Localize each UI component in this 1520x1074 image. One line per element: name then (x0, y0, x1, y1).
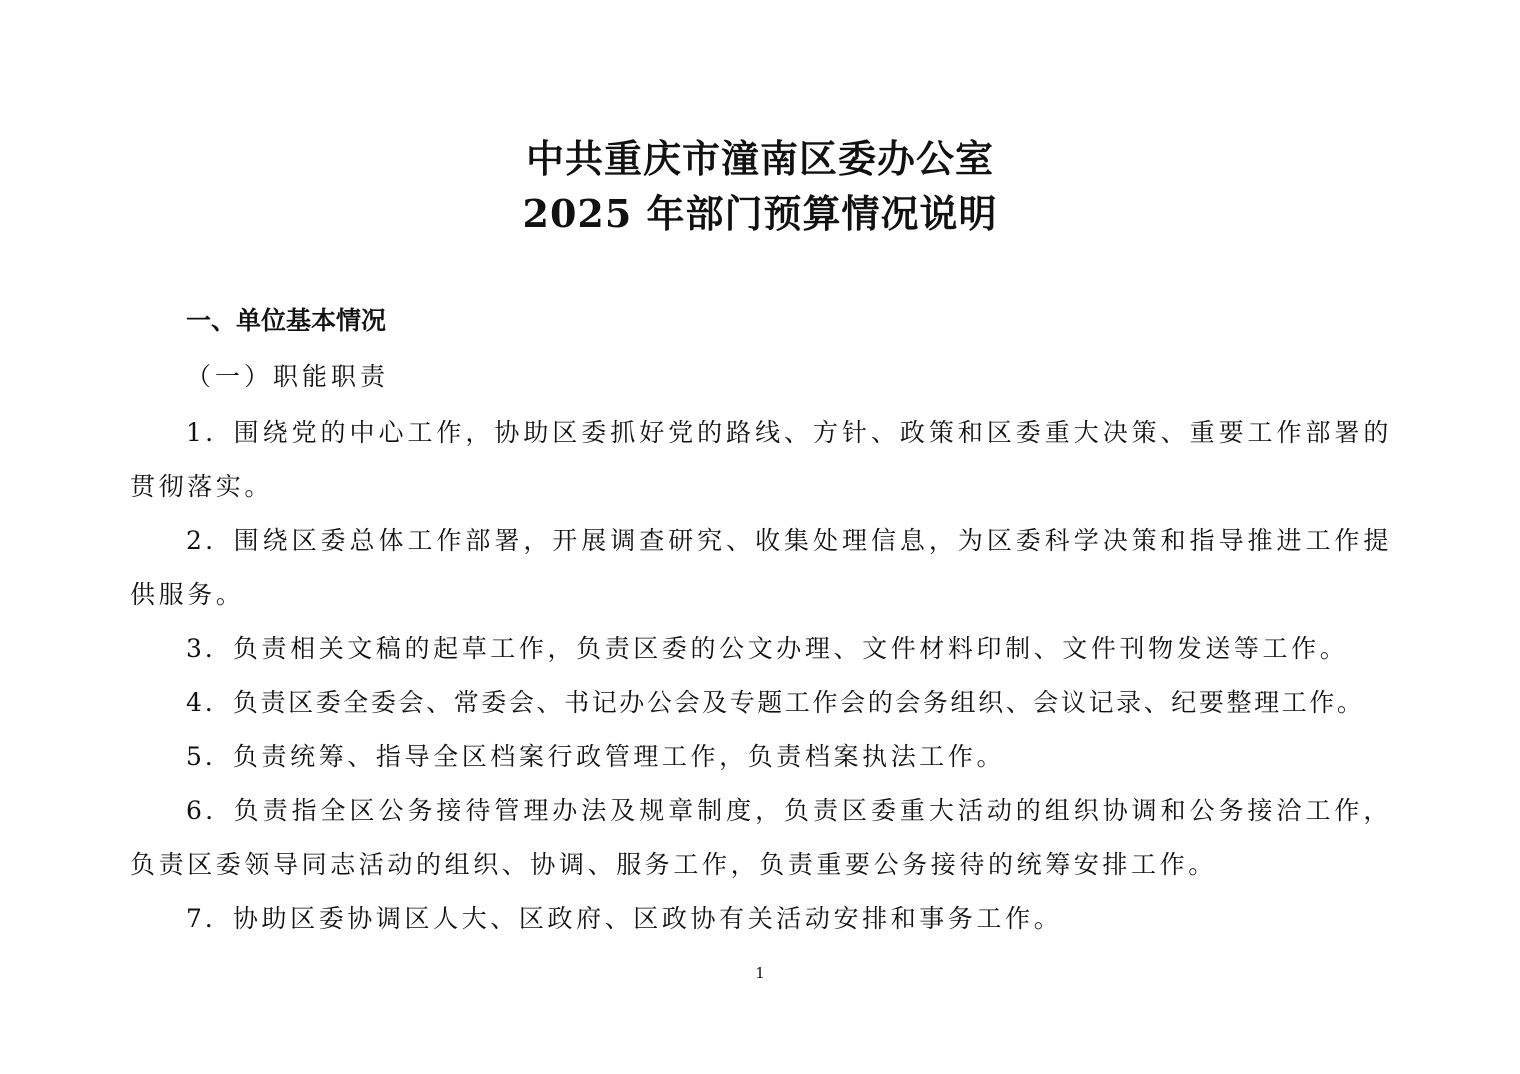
item-number: 6． (186, 796, 234, 825)
item-number: 2． (186, 526, 234, 555)
duty-item-3 (130, 622, 1392, 676)
page-number: 1 (755, 964, 765, 982)
duty-item-6 (130, 784, 1392, 892)
item-number: 7． (186, 904, 233, 933)
section-heading: 一、单位基本情况 (186, 306, 387, 335)
item-text: 负责相关文稿的起草工作，负责区委的公文办理、文件材料印制、文件刊物发送等工作。 (232, 634, 1349, 663)
item-text: 负责区委全委会、常委会、书记办公会及专题工作会的会务组织、会议记录、纪要整理工作。 (232, 688, 1365, 717)
duty-item-7 (130, 892, 1392, 946)
document-title-line-2: 2025 年部门预算情况说明 (522, 191, 998, 236)
item-text: 负责统筹、指导全区档案行政管理工作，负责档案执法工作。 (232, 742, 1006, 771)
duty-item-4 (130, 676, 1392, 730)
duty-item-2 (130, 514, 1392, 622)
subsection-heading: （一）职能职责 (186, 362, 390, 391)
item-number: 4． (186, 688, 233, 717)
item-text: 负责指全区公务接待管理办法及规章制度，负责区委重大活动的组织协调和公务接洽工作，负责区委领导同志活动的组织、协调、服务工作，负责重要公务接待的统筹安排工作。 (130, 796, 1393, 879)
item-text: 协助区委协调区人大、区政府、区政协有关活动安排和事务工作。 (232, 904, 1063, 933)
item-text: 围绕区委总体工作部署，开展调查研究、收集处理信息，为区委科学决策和指导推进工作提供服务。 (130, 526, 1393, 609)
item-number: 1． (186, 418, 234, 447)
item-number: 3． (186, 634, 233, 663)
duty-item-5 (130, 730, 1392, 784)
item-number: 5． (186, 742, 233, 771)
document-title-line-1: 中共重庆市潼南区委办公室 (525, 136, 994, 181)
duty-item-1 (130, 406, 1392, 514)
item-text: 围绕党的中心工作，协助区委抓好党的路线、方针、政策和区委重大决策、重要工作部署的贯彻落实。 (130, 418, 1393, 501)
